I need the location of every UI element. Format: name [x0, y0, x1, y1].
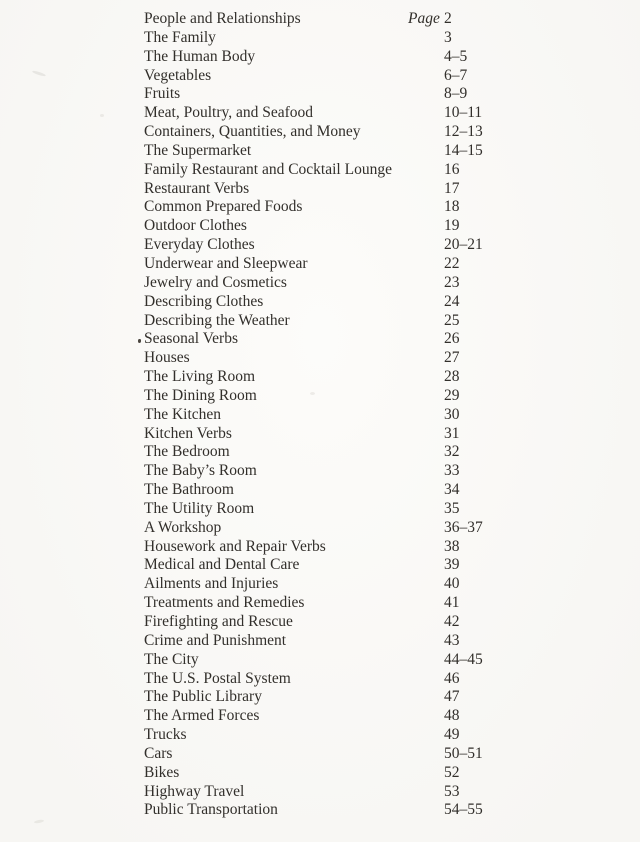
toc-entry-title: Public Transportation [144, 801, 278, 819]
toc-row [144, 161, 514, 180]
toc-row [144, 801, 514, 820]
toc-entry-title: The Human Body [144, 47, 256, 65]
toc-row [144, 688, 514, 707]
toc-row [144, 255, 514, 274]
toc-entry-pages: 50–51 [444, 744, 483, 762]
toc-entry-pages: 46 [444, 669, 460, 687]
toc-entry-title: Jewelry and Cosmetics [144, 273, 287, 291]
toc-row [144, 180, 514, 199]
toc-entry-title: The Family [144, 28, 216, 46]
toc-entry-pages: 4–5 [444, 47, 468, 65]
toc-entry-pages: 43 [444, 631, 460, 649]
toc-row [144, 519, 514, 538]
toc-entry-pages: 34 [444, 481, 460, 499]
toc-entry-title: The U.S. Postal System [144, 669, 291, 687]
toc-entry-title: Describing the Weather [144, 311, 290, 329]
toc-entry-pages: 30 [444, 405, 460, 423]
toc-entry-title: Family Restaurant and Cocktail Lounge [144, 160, 392, 178]
toc-row [144, 67, 514, 86]
toc-row [144, 500, 514, 519]
toc-entry-pages: 25 [444, 311, 460, 329]
toc-row [144, 726, 514, 745]
toc-entry-title: Trucks [144, 726, 187, 744]
toc-entry-pages: 16 [444, 160, 460, 178]
toc-row [144, 142, 514, 161]
paper-speck [32, 70, 46, 77]
toc-entry-title: The Kitchen [144, 405, 222, 423]
toc-row [144, 198, 514, 217]
toc-entry-title: Highway Travel [144, 782, 245, 800]
toc-entry-title: Housework and Repair Verbs [144, 537, 326, 555]
toc-row [144, 330, 514, 349]
toc-entry-title: The Living Room [144, 368, 256, 386]
toc-entry-title: Cars [144, 744, 173, 762]
toc-entry-pages: 17 [444, 179, 460, 197]
toc-entry-pages: 48 [444, 707, 460, 725]
toc-row [144, 48, 514, 67]
toc-row [144, 293, 514, 312]
toc-entry-pages: 36–37 [444, 518, 483, 536]
toc-row [144, 236, 514, 255]
toc-entry-pages: 53 [444, 782, 460, 800]
toc-row [144, 443, 514, 462]
toc-row [144, 425, 514, 444]
toc-entry-pages: 49 [444, 726, 460, 744]
toc-entry-title: Restaurant Verbs [144, 179, 250, 197]
toc-entry-pages: 14–15 [444, 141, 483, 159]
toc-entry-title: The Armed Forces [144, 707, 260, 725]
toc-entry-title: Houses [144, 349, 190, 367]
toc-entry-title: The Public Library [144, 688, 262, 706]
toc-entry-title: The Bathroom [144, 481, 234, 499]
toc-entry-pages: 40 [444, 575, 460, 593]
toc-row [144, 217, 514, 236]
toc-entry-title: Underwear and Sleepwear [144, 254, 308, 272]
toc-row [144, 556, 514, 575]
toc-row [144, 462, 514, 481]
toc-entry-pages: 29 [444, 386, 460, 404]
table-of-contents [144, 10, 514, 820]
toc-row [144, 10, 514, 29]
toc-entry-pages: 28 [444, 368, 460, 386]
toc-entry-title: Medical and Dental Care [144, 556, 300, 574]
toc-entry-pages: 8–9 [444, 85, 468, 103]
toc-row [144, 575, 514, 594]
toc-entry-title: Describing Clothes [144, 292, 264, 310]
toc-entry-pages: 42 [444, 613, 460, 630]
toc-entry-pages: 22 [444, 254, 460, 272]
toc-row [144, 651, 514, 670]
toc-entry-pages: 18 [444, 198, 460, 216]
toc-entry-pages: 26 [444, 330, 460, 348]
toc-entry-title: A Workshop [144, 518, 222, 536]
toc-entry-title: People and Relationships [144, 10, 301, 27]
toc-row [144, 764, 514, 783]
toc-entry-pages: 24 [444, 292, 460, 310]
toc-row [144, 29, 514, 48]
toc-entry-pages: 52 [444, 763, 460, 781]
toc-entry-pages: 47 [444, 688, 460, 706]
paper-speck [100, 114, 104, 117]
toc-entry-title: Outdoor Clothes [144, 217, 247, 235]
toc-row [144, 632, 514, 651]
toc-entry-title: Meat, Poultry, and Seafood [144, 104, 314, 122]
toc-entry-pages: 54–55 [444, 801, 483, 819]
toc-row [144, 387, 514, 406]
toc-entry-pages: 35 [444, 499, 460, 517]
toc-entry-pages: 39 [444, 556, 460, 574]
ink-speck [138, 339, 141, 343]
toc-entry-title: Fruits [144, 85, 181, 103]
toc-entry-title: The Supermarket [144, 141, 252, 159]
toc-entry-pages: 31 [444, 424, 460, 442]
toc-row [144, 406, 514, 425]
toc-entry-title: Containers, Quantities, and Money [144, 123, 361, 141]
toc-row [144, 123, 514, 142]
toc-entry-title: The Dining Room [144, 386, 257, 404]
toc-entry-pages: 41 [444, 594, 460, 612]
toc-row [144, 538, 514, 557]
toc-entry-pages: 3 [444, 28, 452, 46]
toc-entry-pages: 23 [444, 273, 460, 291]
toc-entry-pages: 44–45 [444, 650, 483, 668]
toc-row [144, 481, 514, 500]
toc-entry-title: The Utility Room [144, 499, 255, 517]
toc-row [144, 312, 514, 331]
toc-entry-pages: 2 [444, 10, 452, 27]
toc-row [144, 368, 514, 387]
toc-row [144, 274, 514, 293]
toc-row [144, 783, 514, 802]
toc-row [144, 613, 514, 632]
toc-entry-title: The Bedroom [144, 443, 230, 461]
toc-entry-title: Vegetables [144, 66, 212, 84]
toc-entry-pages: 20–21 [444, 236, 483, 254]
toc-row [144, 349, 514, 368]
toc-row [144, 104, 514, 123]
toc-row [144, 707, 514, 726]
toc-entry-pages: 33 [444, 462, 460, 480]
toc-entry-pages: 6–7 [444, 66, 468, 84]
toc-row [144, 670, 514, 689]
toc-entry-title: Kitchen Verbs [144, 424, 232, 442]
toc-entry-title: Treatments and Remedies [144, 594, 305, 612]
toc-entry-title: Everyday Clothes [144, 236, 255, 254]
toc-entry-pages: 12–13 [444, 123, 483, 141]
toc-entry-title: Seasonal Verbs [144, 330, 238, 348]
toc-entry-title: Common Prepared Foods [144, 198, 303, 216]
toc-entry-pages: 38 [444, 537, 460, 555]
toc-entry-pages: 10–11 [444, 104, 483, 122]
toc-row [144, 745, 514, 764]
toc-entry-title: Crime and Punishment [144, 631, 287, 649]
paper-speck [34, 819, 44, 824]
toc-entry-pages: 27 [444, 349, 460, 367]
toc-row [144, 594, 514, 613]
toc-entry-title: The Baby’s Room [144, 462, 257, 480]
toc-entry-title: Ailments and Injuries [144, 575, 279, 593]
toc-entry-title: The City [144, 650, 199, 668]
toc-entry-pages: 19 [444, 217, 460, 235]
toc-entry-title: Bikes [144, 763, 180, 781]
toc-entry-pages: 32 [444, 443, 460, 461]
page-column-label: Page [408, 10, 440, 27]
toc-row [144, 85, 514, 104]
toc-entry-title: Firefighting and Rescue [144, 613, 293, 630]
